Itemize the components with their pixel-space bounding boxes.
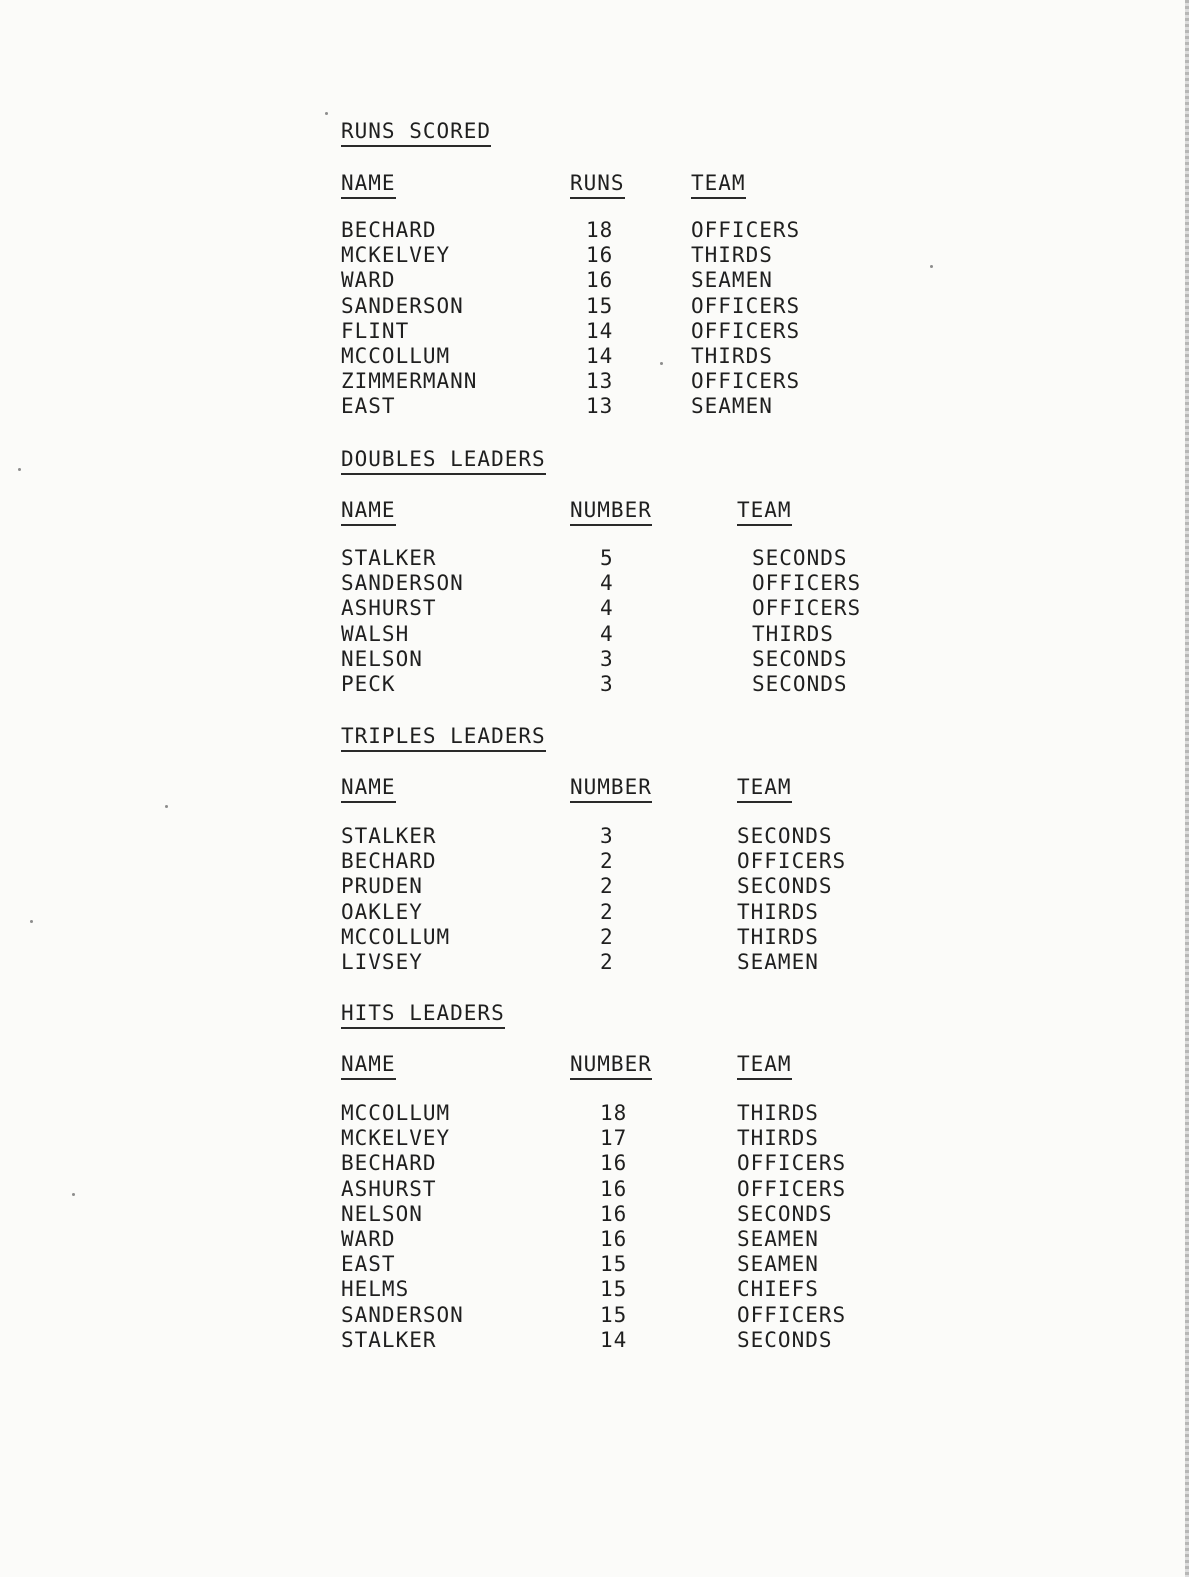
row-name: EAST <box>341 1252 396 1277</box>
header-runs: RUNS <box>570 170 625 199</box>
row-value: 17 <box>600 1126 628 1151</box>
row-value: 4 <box>600 596 614 621</box>
row-name: MCKELVEY <box>341 243 451 268</box>
table-row <box>341 344 961 369</box>
row-name: WARD <box>341 268 396 293</box>
row-name: MCKELVEY <box>341 1126 451 1151</box>
row-value: 4 <box>600 571 614 596</box>
row-name: SANDERSON <box>341 293 464 318</box>
row-name: NELSON <box>341 646 423 671</box>
row-value: 15 <box>600 1252 628 1277</box>
table-row <box>341 394 961 419</box>
row-name: PECK <box>341 672 396 696</box>
table-row <box>341 218 961 243</box>
row-value: 4 <box>600 621 614 646</box>
row-name: STALKER <box>341 546 437 570</box>
row-name: NELSON <box>341 1201 423 1226</box>
row-team: OFFICERS <box>737 1176 847 1201</box>
scan-speck <box>660 362 663 365</box>
row-value: 3 <box>600 672 614 696</box>
table-row <box>341 1252 961 1277</box>
row-value: 16 <box>600 1201 628 1226</box>
row-value: 2 <box>600 950 614 974</box>
header-team: TEAM <box>737 1051 792 1080</box>
table-row <box>341 596 961 621</box>
header-number: NUMBER <box>570 774 652 803</box>
row-team: SEAMEN <box>737 1227 819 1251</box>
row-team: THIRDS <box>737 924 819 949</box>
table-row <box>341 369 961 394</box>
row-team: OFFICERS <box>752 596 862 621</box>
row-value: 18 <box>600 1101 628 1125</box>
row-team: OFFICERS <box>691 369 801 394</box>
header-number: NUMBER <box>570 497 652 526</box>
row-team: OFFICERS <box>752 571 862 596</box>
table-row <box>341 243 961 268</box>
row-team: SECONDS <box>737 1201 833 1226</box>
row-team: SECONDS <box>737 874 833 899</box>
table-row <box>341 874 961 899</box>
row-value: 16 <box>586 268 614 293</box>
table-row <box>341 1126 961 1151</box>
header-name: NAME <box>341 170 396 199</box>
row-team: OFFICERS <box>691 318 801 343</box>
row-value: 16 <box>600 1151 628 1176</box>
section-title: HITS LEADERS <box>341 1000 505 1029</box>
row-name: PRUDEN <box>341 874 423 899</box>
column-headers <box>341 774 961 804</box>
row-name: BECHARD <box>341 849 437 874</box>
row-team: THIRDS <box>691 344 773 368</box>
row-name: WARD <box>341 1227 396 1251</box>
header-name: NAME <box>341 497 396 526</box>
table-row <box>341 622 961 647</box>
scan-speck <box>30 920 33 923</box>
row-value: 16 <box>600 1176 628 1201</box>
table-row <box>341 849 961 874</box>
row-value: 16 <box>586 243 614 268</box>
header-team: TEAM <box>691 170 746 199</box>
table-row <box>341 1277 961 1302</box>
column-headers <box>341 1051 961 1081</box>
table-row <box>341 268 961 293</box>
row-team: THIRDS <box>752 621 834 646</box>
row-team: SEAMEN <box>737 1252 819 1277</box>
table-row <box>341 900 961 925</box>
row-value: 5 <box>600 546 614 570</box>
row-value: 3 <box>600 646 614 671</box>
row-name: BECHARD <box>341 1151 437 1176</box>
table-row <box>341 319 961 344</box>
row-value: 2 <box>600 849 614 874</box>
row-value: 14 <box>586 344 614 368</box>
scan-speck <box>325 112 328 115</box>
scan-speck <box>930 265 933 268</box>
table-row <box>341 571 961 596</box>
row-team: OFFICERS <box>737 849 847 874</box>
row-team: SECONDS <box>752 646 848 671</box>
row-value: 14 <box>600 1327 628 1352</box>
header-team: TEAM <box>737 497 792 526</box>
table-row <box>341 294 961 319</box>
column-headers <box>341 170 961 200</box>
row-team: OFFICERS <box>737 1151 847 1176</box>
table-row <box>341 1177 961 1202</box>
table-row <box>341 1328 961 1353</box>
scan-speck <box>165 805 168 808</box>
section-title: TRIPLES LEADERS <box>341 723 546 752</box>
row-team: OFFICERS <box>691 218 801 242</box>
row-name: MCCOLLUM <box>341 344 451 368</box>
row-name: SANDERSON <box>341 571 464 596</box>
scan-speck <box>18 468 21 471</box>
row-name: ASHURST <box>341 596 437 621</box>
table-row <box>341 1303 961 1328</box>
row-name: OAKLEY <box>341 899 423 924</box>
section-title: DOUBLES LEADERS <box>341 446 546 475</box>
row-name: FLINT <box>341 318 410 343</box>
row-name: ASHURST <box>341 1176 437 1201</box>
row-value: 2 <box>600 874 614 899</box>
row-team: CHIEFS <box>737 1277 819 1302</box>
row-name: WALSH <box>341 621 410 646</box>
row-value: 2 <box>600 924 614 949</box>
row-name: MCCOLLUM <box>341 1101 451 1125</box>
row-value: 13 <box>586 369 614 394</box>
table-row <box>341 647 961 672</box>
row-value: 15 <box>600 1277 628 1302</box>
row-name: EAST <box>341 394 396 419</box>
row-name: STALKER <box>341 824 437 848</box>
table-row <box>341 824 961 849</box>
row-team: SECONDS <box>752 672 848 696</box>
table-row <box>341 1101 961 1126</box>
table-row <box>341 1202 961 1227</box>
row-value: 2 <box>600 899 614 924</box>
row-value: 13 <box>586 394 614 419</box>
row-name: LIVSEY <box>341 950 423 974</box>
row-name: MCCOLLUM <box>341 924 451 949</box>
row-name: STALKER <box>341 1327 437 1352</box>
row-team: SECONDS <box>737 1327 833 1352</box>
header-number: NUMBER <box>570 1051 652 1080</box>
row-team: SEAMEN <box>691 394 773 419</box>
row-value: 15 <box>600 1302 628 1327</box>
scan-speck <box>72 1193 75 1196</box>
row-team: SECONDS <box>737 824 833 848</box>
scan-margin <box>1189 0 1203 1577</box>
row-team: OFFICERS <box>737 1302 847 1327</box>
row-team: SECONDS <box>752 546 848 570</box>
row-name: HELMS <box>341 1277 410 1302</box>
row-value: 14 <box>586 318 614 343</box>
row-team: SEAMEN <box>737 950 819 974</box>
header-name: NAME <box>341 1051 396 1080</box>
row-team: OFFICERS <box>691 293 801 318</box>
table-row <box>341 950 961 975</box>
row-name: SANDERSON <box>341 1302 464 1327</box>
column-headers <box>341 497 961 527</box>
row-team: THIRDS <box>737 899 819 924</box>
table-row <box>341 672 961 697</box>
row-value: 16 <box>600 1227 628 1251</box>
table-row <box>341 925 961 950</box>
row-team: SEAMEN <box>691 268 773 293</box>
table-row <box>341 546 961 571</box>
table-row <box>341 1151 961 1176</box>
row-team: THIRDS <box>737 1126 819 1151</box>
row-team: THIRDS <box>691 243 773 268</box>
section-title: RUNS SCORED <box>341 118 491 147</box>
row-value: 3 <box>600 824 614 848</box>
table-row <box>341 1227 961 1252</box>
row-name: ZIMMERMANN <box>341 369 478 394</box>
row-team: THIRDS <box>737 1101 819 1125</box>
row-value: 15 <box>586 293 614 318</box>
header-team: TEAM <box>737 774 792 803</box>
row-name: BECHARD <box>341 218 437 242</box>
row-value: 18 <box>586 218 614 242</box>
header-name: NAME <box>341 774 396 803</box>
